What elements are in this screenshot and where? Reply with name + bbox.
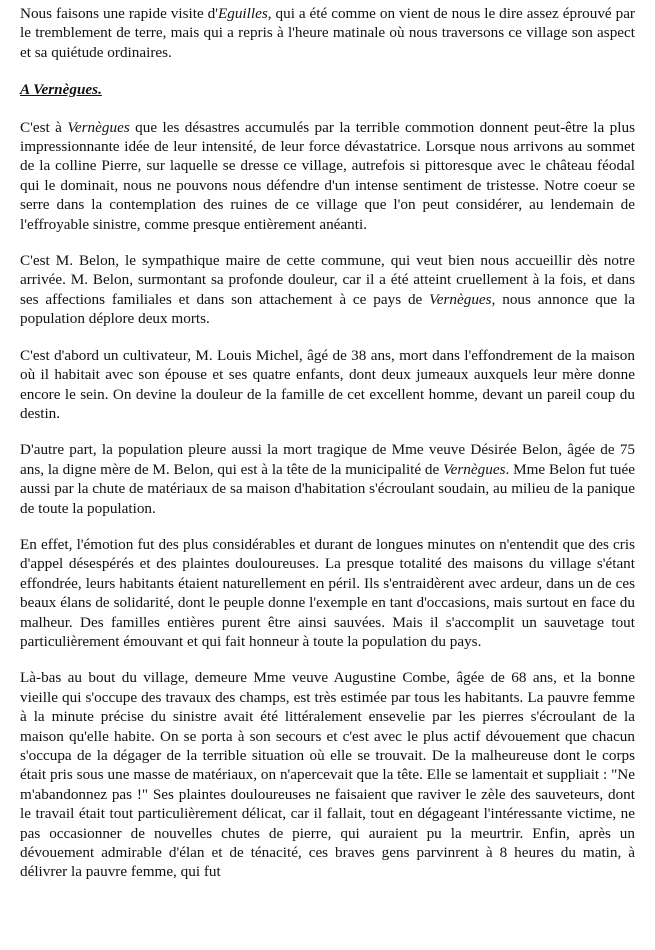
paragraph-eguilles [20,4,635,62]
section-heading: A Vernègues. [20,81,102,99]
text-run: Là-bas au bout du village, demeure Mme veuve Augustine Combe, âgée de 68 ans, et la bonne vieille qui s'occupe des travaux des champs, est très estimée par tous les habitants. La pauvre femme à la minute précise du sinistre avait été littéralement ensevelie par les pierres s'écroulant de la maison qu'elle habite. On se porta à son secours et c'est avec le plus actif dévouement que chacun s'occupa de la dégager de la terrible situation où elle se trouvait. De la malheureuse dont le corps était pris sous une masse de matériaux, on n'apercevait que la tête. Elle se lamentait et suppliait : "Ne m'abandonnez pas !" Ses plaintes douloureuses ne faisaient que raviver le zèle des sauveteurs, dont le travail était tout particulièrement délicat, car il fallait, tout en dégageant l'intéressante victime, ne pas occasionner de nouvelles chutes de pierre, qui auraient pu la meurtrir. Enfin, après un dévouement admirable d'élan et de ténacité, ces braves gens parvinrent à 8 heures du matin, à délivrer la pauvre femme, qui fut [20,669,635,881]
paragraph-desiree-belon [20,440,635,518]
paragraph-emotion [20,535,635,651]
paragraph-louis-michel [20,346,635,424]
text-run: Nous faisons une rapide visite d' [20,5,218,22]
text-run: C'est d'abord un cultivateur, M. Louis Michel, âgé de 38 ans, mort dans l'effondrement de la maison où il habitait avec son épouse et ses quatre enfants, dont deux jumeaux auxquels leur mère donne encore le sein. On devine la douleur de la famille de cet excellent homme, devant un pareil coup du destin. [20,346,635,422]
text-run: En effet, l'émotion fut des plus considérables et durant de longues minutes on n'entendit que des cris d'appel désespérés et des plaintes douloureuses. La presque totalité des maisons du village s'étant effondrée, leurs habitants étaient naturellement en péril. Ils s'entraidèrent avec ardeur, dans un de ces beaux élans de solidarité, dont le peuple donne l'exemple en tant d'occasions, mais surtout en face du malheur. Des familles entières purent être ainsi sauvées. Mais il s'accomplit un sauvetage tout particulièrement émouvant et qui fait honneur à toute la population du pays. [20,535,635,650]
text-run: . Mme Belon fut tuée aussi par la chute de matériaux de sa maison d'habitation s'écroulant soudain, au milieu de la panique de toute la population. [20,460,635,517]
place-name: Vernègues [67,118,130,136]
text-run: , qui a été comme on vient de nous le dire assez éprouvé par le tremblement de terre, mais qui a repris à l'heure matinale où nous traversons ce village son aspect et sa quiétude ordinaires. [20,5,635,61]
text-run: C'est à [20,118,68,136]
text-run: D'autre part, la population pleure aussi la mort tragique de Mme veuve Désirée Belon, âgée de 75 ans, la digne mère de M. Belon, qui est à la tête de la municipalité de [20,441,635,478]
text-run: que les désastres accumulés par la terrible commotion donnent peut-être la plus impressionnante idée de leur intensité, de leur force dévastatrice. Lorsque nous arrivons au sommet de la colline Pierre, sur laquelle se dresse ce village, autrefois si pittoresque avec le château féodal qui le dominait, nous ne pouvons nous défendre d'un intense sentiment de tristesse. Notre coeur se serre dans la contemplation des ruines de ce village que l'on peut considérer, au lendemain de l'effroyable sinistre, comme presque entièrement anéanti. [20,118,635,233]
place-name: Vernègues [429,290,492,308]
place-name: Eguilles [217,5,268,22]
paragraph-maire-belon [20,251,635,329]
place-name: Vernègues [443,460,506,478]
text-run: , nous annonce que la population déplore deux morts. [20,290,635,328]
paragraph-desastres [20,118,635,234]
text-run: C'est M. Belon, le sympathique maire de cette commune, qui veut bien nous accueillir dès notre arrivée. M. Belon, surmontant sa profonde douleur, car il a été atteint cruellement à la fois, et dans ses affections familiales et dans son attachement à ce pays de [20,252,635,308]
paragraph-augustine-combe [20,668,635,881]
